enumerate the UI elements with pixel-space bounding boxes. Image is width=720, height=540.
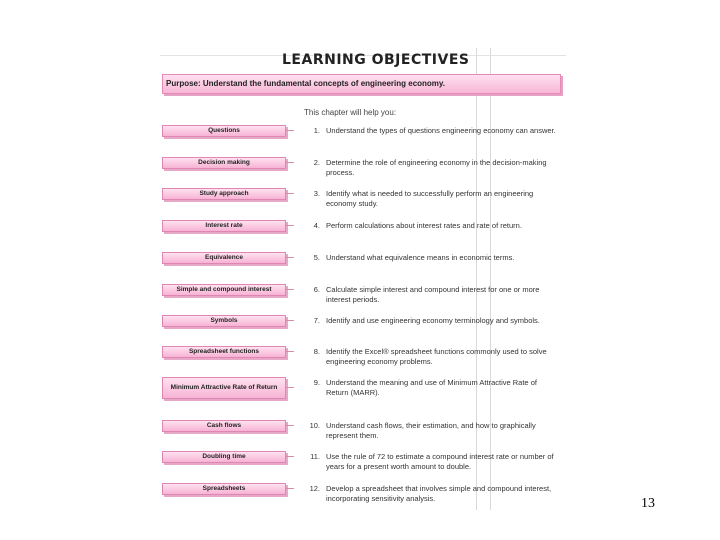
objective-number: 7.: [313, 316, 320, 325]
figure-title: LEARNING OBJECTIVES: [282, 52, 470, 68]
objective-label: Study approach: [162, 188, 286, 200]
page-number: 13: [641, 496, 655, 511]
objective-label: Symbols: [162, 315, 286, 327]
objective-number: 3.: [313, 189, 320, 198]
objective-label: Cash flows: [162, 420, 286, 432]
objective-text: Understand what equivalence means in economic terms.: [326, 253, 515, 262]
objective-label: Spreadsheet functions: [162, 346, 286, 358]
connector-line: [286, 351, 294, 352]
objective-number: 8.: [313, 347, 320, 356]
objective-text: Identify and use engineering economy terminology and symbols.: [326, 316, 540, 325]
connector-line: [286, 225, 294, 226]
objective-text: Develop a spreadsheet that involves simple and compound interest, incorporating sensitivity analysis.: [326, 484, 552, 503]
objective-number: 5.: [313, 253, 320, 262]
objective-text: Identify the Excel® spreadsheet functions commonly used to solve engineering economy problems.: [326, 347, 547, 366]
objective-text: Understand the types of questions engineering economy can answer.: [326, 126, 556, 135]
objective-text: Perform calculations about interest rates and rate of return.: [326, 221, 522, 230]
objective-label: Minimum Attractive Rate of Return: [162, 377, 286, 399]
objective-text: Understand the meaning and use of Minimum Attractive Rate of Return (MARR).: [326, 378, 537, 397]
connector-line: [286, 456, 294, 457]
objective-number: 1.: [313, 126, 320, 135]
intro-text: This chapter will help you:: [304, 108, 397, 117]
purpose-banner: Purpose: Understand the fundamental concepts of engineering economy.: [162, 74, 561, 94]
objective-text: Understand cash flows, their estimation, and how to graphically represent them.: [326, 421, 536, 440]
objective-number: 9.: [313, 378, 320, 387]
objective-number: 6.: [313, 285, 320, 294]
objective-number: 12.: [309, 484, 320, 493]
objective-label: Interest rate: [162, 220, 286, 232]
objective-label: Equivalence: [162, 252, 286, 264]
connector-line: [286, 193, 294, 194]
objective-number: 2.: [313, 158, 320, 167]
connector-line: [286, 320, 294, 321]
objective-text: Identify what is needed to successfully perform an engineering economy study.: [326, 189, 534, 208]
objective-label: Questions: [162, 125, 286, 137]
objective-text: Use the rule of 72 to estimate a compound interest rate or number of years for a present worth amount to double.: [326, 452, 554, 471]
objective-label: Doubling time: [162, 451, 286, 463]
objective-label: Simple and compound interest: [162, 284, 286, 296]
learning-objectives-figure: [160, 48, 566, 510]
connector-line: [286, 289, 294, 290]
objective-label: Decision making: [162, 157, 286, 169]
objective-label: Spreadsheets: [162, 483, 286, 495]
objective-text: Calculate simple interest and compound interest for one or more interest periods.: [326, 285, 540, 304]
objective-number: 10.: [309, 421, 320, 430]
objective-number: 4.: [313, 221, 320, 230]
connector-line: [286, 162, 294, 163]
connector-line: [286, 387, 294, 388]
connector-line: [286, 425, 294, 426]
connector-line: [286, 488, 294, 489]
objective-text: Determine the role of engineering economy in the decision-making process.: [326, 158, 547, 177]
objective-number: 11.: [310, 452, 320, 461]
connector-line: [286, 257, 294, 258]
connector-line: [286, 130, 294, 131]
